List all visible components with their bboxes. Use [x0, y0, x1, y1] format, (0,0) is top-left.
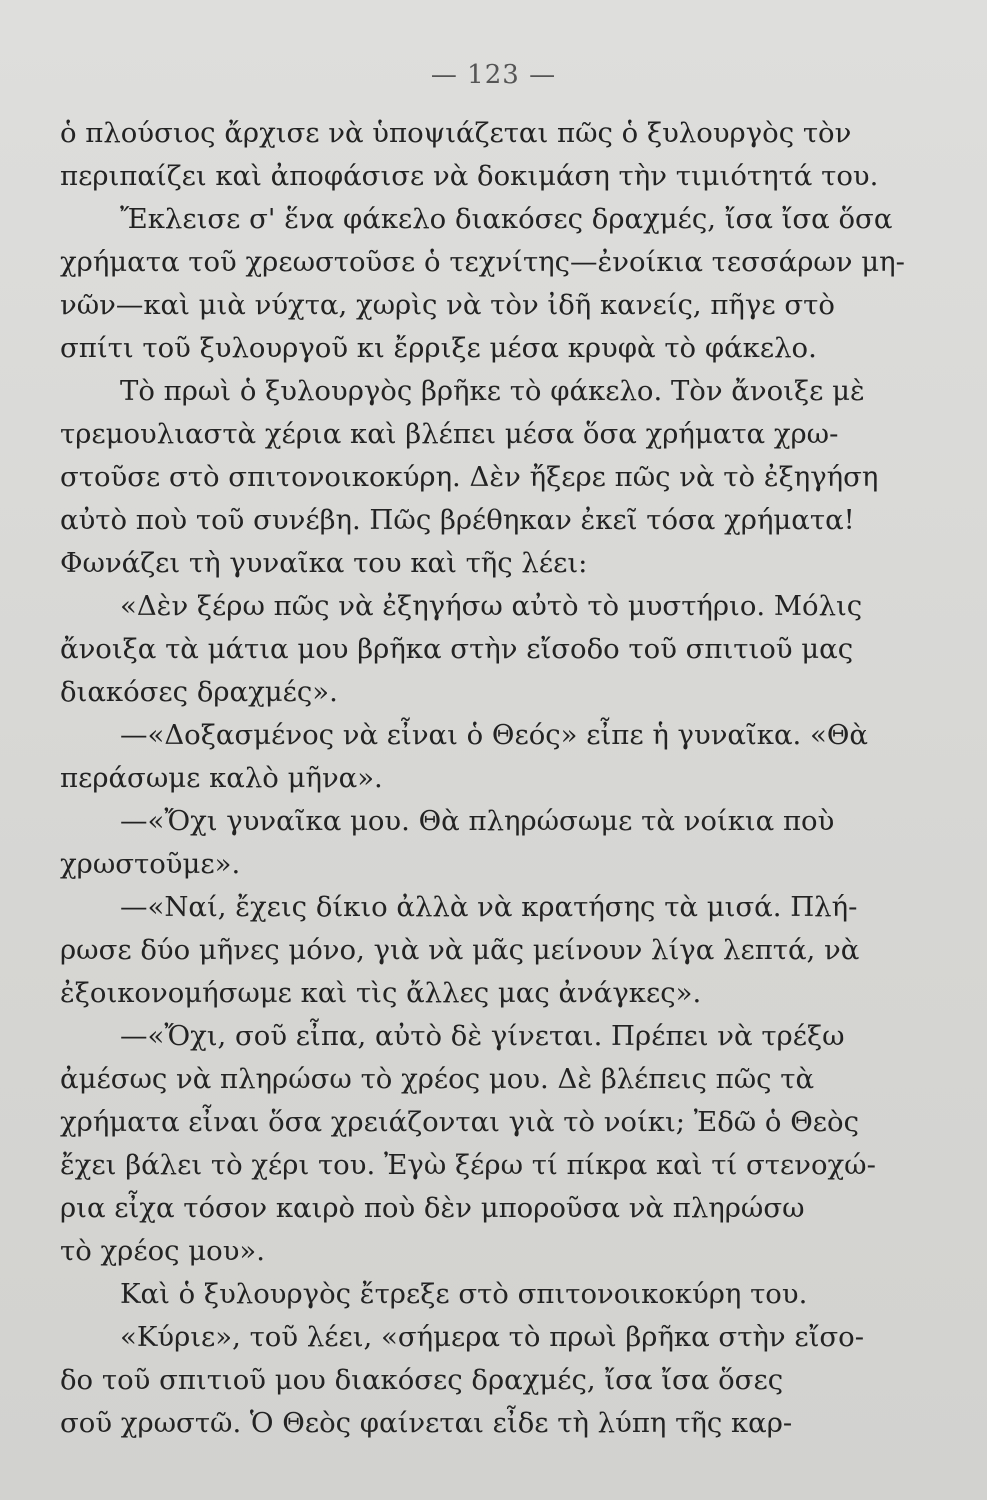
text-line: δο τοῦ σπιτιοῦ μου διακόσες δραχμές, ἴσα ἴσα ὅσες	[60, 1364, 784, 1396]
text-line: στοῦσε στὸ σπιτονοικοκύρη. Δὲν ἤξερε πῶς νὰ τὸ ἐξηγήση	[60, 461, 879, 493]
text-line: νῶν—καὶ μιὰ νύχτα, χωρὶς νὰ τὸν ἰδῆ κανείς, πῆγε στὸ	[60, 289, 835, 321]
text-line: ρια εἶχα τόσον καιρὸ ποὺ δὲν μποροῦσα νὰ πληρώσω	[60, 1192, 805, 1224]
text-line: τὸ χρέος μου».	[60, 1235, 266, 1267]
text-line: Καὶ ὁ ξυλουργὸς ἔτρεξε στὸ σπιτονοικοκύρη του.	[120, 1278, 808, 1310]
text-line: περάσωμε καλὸ μῆνα».	[60, 762, 383, 794]
text-line: ἐξοικονομήσωμε καὶ τὶς ἄλλες μας ἀνάγκες».	[60, 977, 702, 1009]
text-line: ἄνοιξα τὰ μάτια μου βρῆκα στὴν εἴσοδο τοῦ σπιτιοῦ μας	[60, 633, 854, 665]
text-line: χρωστοῦμε».	[60, 848, 241, 880]
text-line: Φωνάζει τὴ γυναῖκα του καὶ τῆς λέει:	[60, 547, 588, 579]
text-line: περιπαίζει καὶ ἀποφάσισε νὰ δοκιμάση τὴν τιμιότητά του.	[60, 160, 879, 192]
text-line: χρήματα τοῦ χρεωστοῦσε ὁ τεχνίτης—ἐνοίκια τεσσάρων μη-	[60, 246, 905, 278]
text-line: Τὸ πρωὶ ὁ ξυλουργὸς βρῆκε τὸ φάκελο. Τὸν ἄνοιξε μὲ	[120, 375, 865, 407]
text-line: —«Ὄχι, σοῦ εἶπα, αὐτὸ δὲ γίνεται. Πρέπει νὰ τρέξω	[120, 1020, 845, 1052]
text-line: —«Δοξασμένος νὰ εἶναι ὁ Θεός» εἶπε ἡ γυναῖκα. «Θὰ	[120, 719, 868, 751]
text-line: τρεμουλιαστὰ χέρια καὶ βλέπει μέσα ὅσα χρήματα χρω-	[60, 418, 839, 450]
text-line: —«Ὄχι γυναῖκα μου. Θὰ πληρώσωμε τὰ νοίκια ποὺ	[120, 805, 835, 837]
text-line: χρήματα εἶναι ὅσα χρειάζονται γιὰ τὸ νοίκι; Ἐδῶ ὁ Θεὸς	[60, 1106, 859, 1138]
text-line: διακόσες δραχμές».	[60, 676, 338, 708]
text-line: —«Ναί, ἔχεις δίκιο ἀλλὰ νὰ κρατήσης τὰ μισά. Πλή-	[120, 891, 858, 923]
body-text	[60, 112, 905, 1445]
text-line: ἔχει βάλει τὸ χέρι του. Ἐγὼ ξέρω τί πίκρα καὶ τί στενοχώ-	[60, 1149, 876, 1181]
text-line: «Κύριε», τοῦ λέει, «σήμερα τὸ πρωὶ βρῆκα στὴν εἴσο-	[120, 1321, 864, 1353]
text-line: ὁ πλούσιος ἄρχισε νὰ ὑποψιάζεται πῶς ὁ ξυλουργὸς τὸν	[60, 117, 852, 149]
text-line: ἀμέσως νὰ πληρώσω τὸ χρέος μου. Δὲ βλέπεις πῶς τὰ	[60, 1063, 815, 1095]
text-line: Ἔκλεισε σ' ἕνα φάκελο διακόσες δραχμές, ἴσα ἴσα ὅσα	[120, 203, 893, 235]
page-number: — 123 —	[430, 60, 557, 90]
text-line: ρωσε δύο μῆνες μόνο, γιὰ νὰ μᾶς μείνουν λίγα λεπτά, νὰ	[60, 934, 860, 966]
text-line: σπίτι τοῦ ξυλουργοῦ κι ἔρριξε μέσα κρυφὰ τὸ φάκελο.	[60, 332, 817, 364]
text-line: «Δὲν ξέρω πῶς νὰ ἐξηγήσω αὐτὸ τὸ μυστήριο. Μόλις	[120, 590, 863, 622]
text-line: σοῦ χρωστῶ. Ὁ Θεὸς φαίνεται εἶδε τὴ λύπη τῆς καρ-	[60, 1407, 793, 1439]
text-line: αὐτὸ ποὺ τοῦ συνέβη. Πῶς βρέθηκαν ἐκεῖ τόσα χρήματα!	[60, 504, 855, 536]
